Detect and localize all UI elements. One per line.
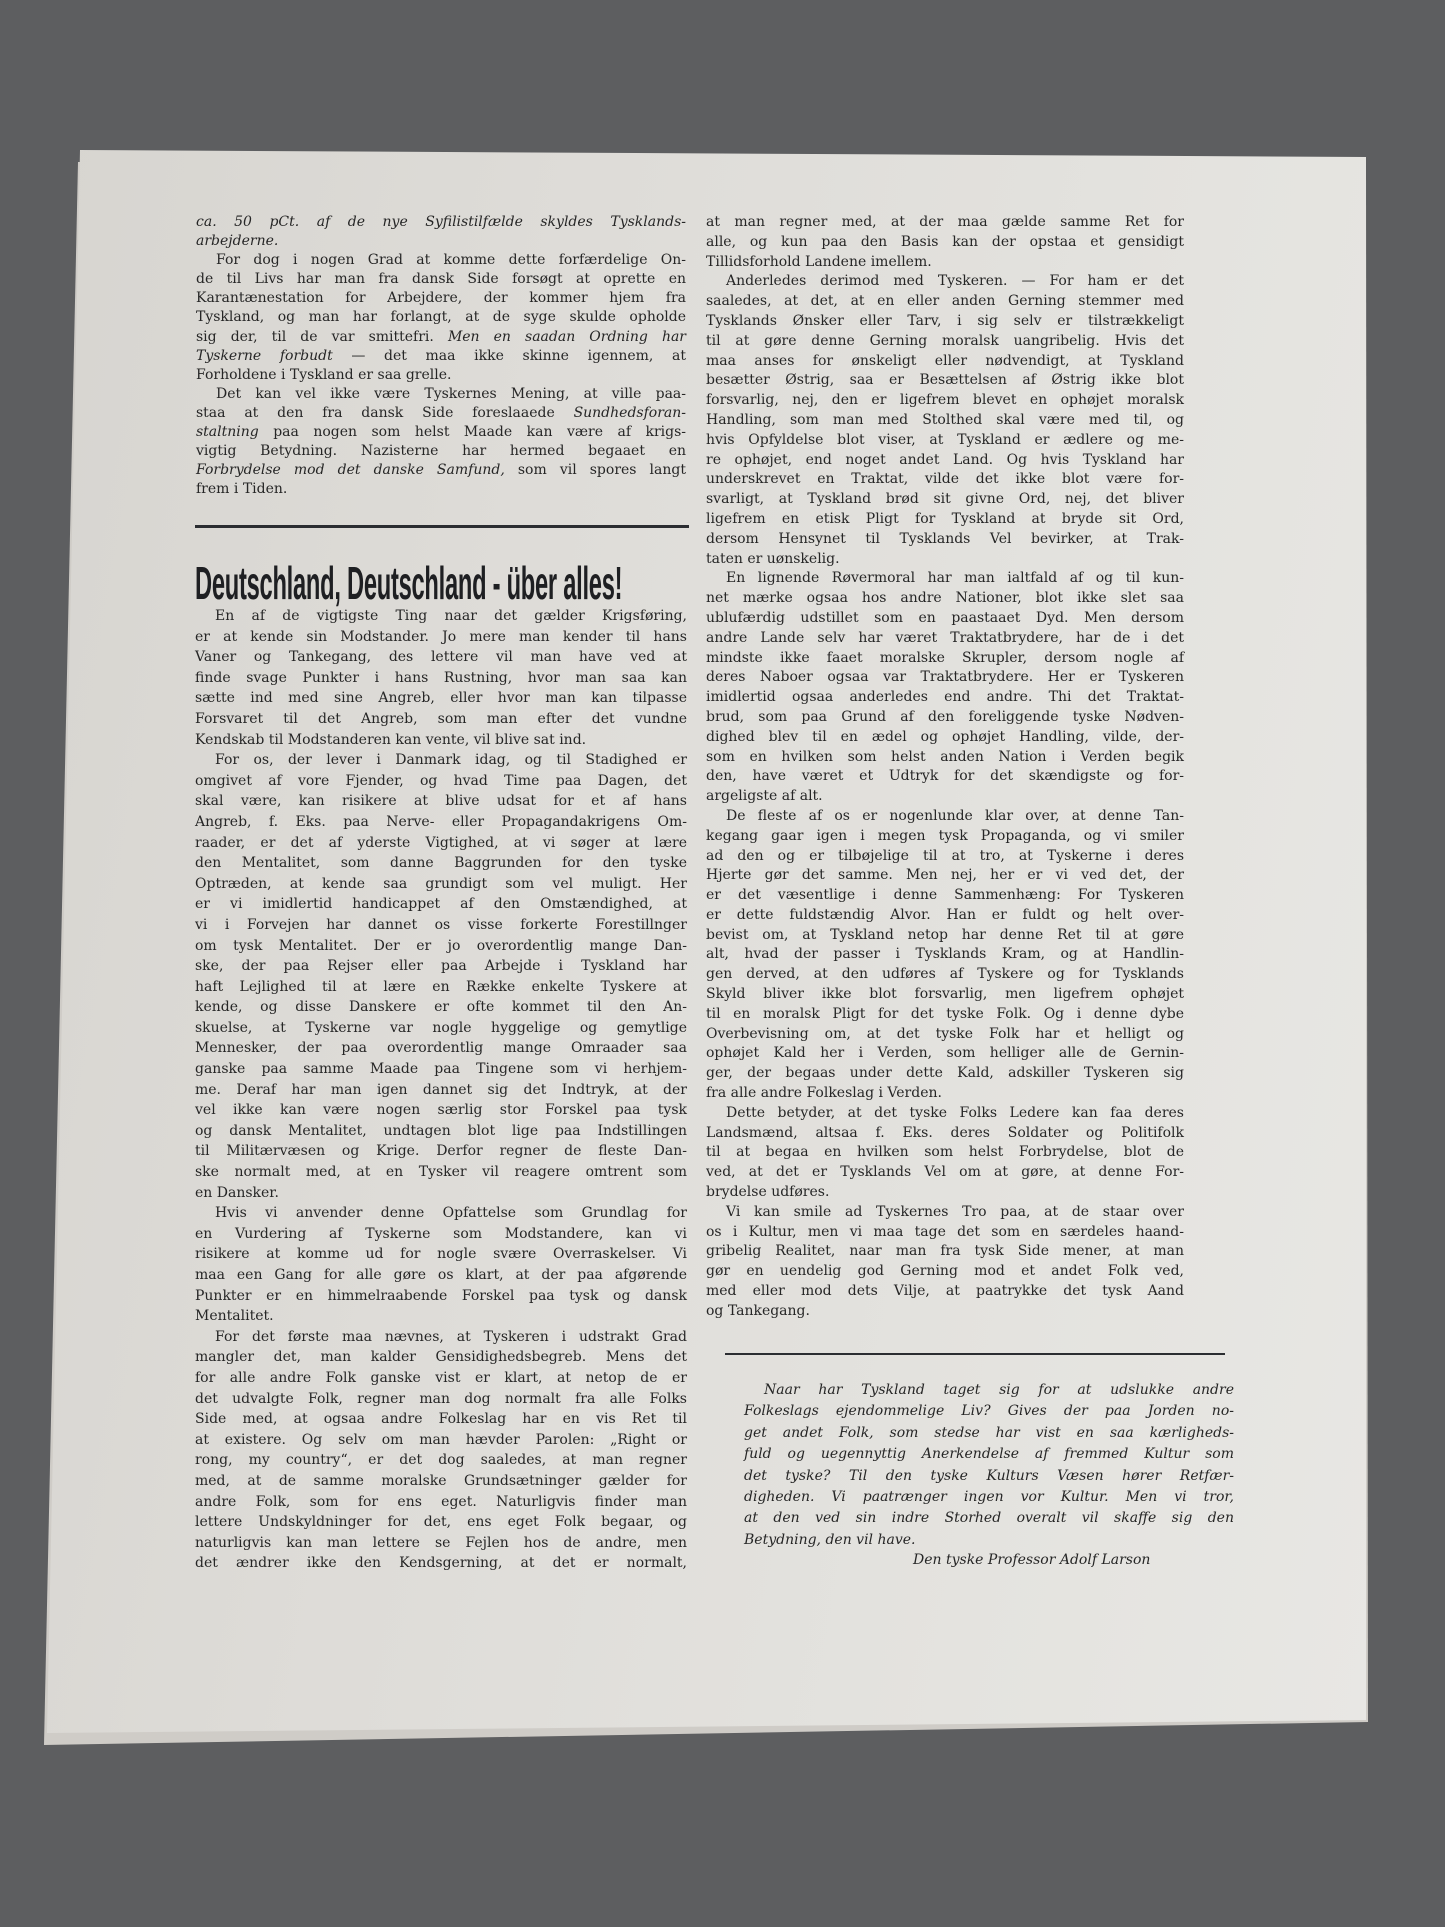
paragraph	[706, 272, 1184, 569]
text: dighed blev til en ædel og ophøjet Handling, vilde, der-	[706, 728, 1184, 745]
text-line	[744, 1444, 1234, 1465]
text: taten er uønskelig.	[706, 550, 840, 567]
text-line	[706, 1242, 1184, 1262]
text: det udvalgte Folk, regner man dog normalt fra alle Folks	[195, 1390, 687, 1407]
text: Side med, at ogsaa andre Folkeslag har en vis Ret til	[195, 1411, 687, 1428]
text-line	[196, 328, 686, 347]
paragraph	[706, 569, 1184, 807]
text-line	[706, 569, 1184, 589]
text-line	[195, 1471, 687, 1492]
text-line	[196, 347, 686, 366]
quote-block	[744, 1380, 1234, 1551]
text: rong, my country“, er det dog saaledes, at man regner	[195, 1452, 687, 1469]
text-line	[195, 1162, 687, 1183]
text-line	[195, 688, 687, 709]
text-line	[196, 232, 686, 251]
text-line	[706, 1084, 1184, 1104]
text: Mennesker, der paa overordentlig mange Omraader saa	[195, 1040, 687, 1057]
text-line	[706, 1064, 1184, 1084]
text-line	[706, 866, 1184, 886]
text: Betydning, den vil have.	[744, 1531, 916, 1548]
text: og Tankegang.	[706, 1302, 810, 1319]
text: til en moralsk Pligt for det tyske Folk. Og i denne dybe	[706, 1005, 1184, 1022]
text: til at begaa en hvilken som helst Forbrydelse, blot de	[706, 1144, 1184, 1161]
text-line	[195, 1141, 687, 1162]
text-line	[706, 312, 1184, 332]
paragraph	[195, 606, 687, 750]
text: til Militærvæsen og Krige. Derfor regner de fleste Dan-	[195, 1143, 687, 1160]
text: For os, der lever i Danmark idag, og til Stadighed er	[215, 752, 687, 769]
text: hvis Opfyldelse blot viser, at Tyskland er ædlere og me-	[706, 431, 1184, 448]
text-line	[706, 767, 1184, 787]
text: vi i Forvejen har dannet os visse forkerte Forestillnger	[195, 916, 687, 933]
text: Tyskland, og man har forlangt, at de syge skulde opholde	[196, 309, 686, 326]
text: andre Folk, som for ens eget. Naturligvis finder man	[195, 1493, 687, 1510]
right-column-article	[706, 213, 1184, 1322]
text: en Dansker.	[195, 1184, 279, 1201]
text-line	[706, 292, 1184, 312]
text-line	[195, 1306, 687, 1327]
text: gør en uendelig god Gerning mod et andet Folk ved,	[706, 1263, 1184, 1280]
paragraph	[196, 213, 686, 251]
text: deres Naboer ogsaa var Traktatbrydere. Her er Tyskeren	[706, 669, 1184, 686]
text-line	[195, 1553, 687, 1574]
text: Anderledes derimod med Tyskeren. — For ham er det	[726, 273, 1184, 290]
text: at den ved sin indre Storhed overalt vil skaffe sig den	[744, 1510, 1234, 1527]
italic-text: arbejderne.	[196, 233, 279, 250]
text: er vi imidlertid handicappet af den Omstændighed, at	[195, 896, 687, 913]
text: omgivet af vore Fjender, og hvad Time paa Dagen, det	[195, 772, 687, 789]
text-line	[195, 606, 687, 627]
text: er det væsentlige i denne Sammenhæng: For Tyskeren	[706, 887, 1184, 904]
text-line	[706, 1124, 1184, 1144]
text-line	[195, 1080, 687, 1101]
text-line	[706, 490, 1184, 510]
text-line	[195, 627, 687, 648]
text-line	[195, 750, 687, 771]
text-line	[195, 1347, 687, 1368]
text-line	[706, 668, 1184, 688]
text: For det første maa nævnes, at Tyskeren i udstrakt Grad	[215, 1328, 687, 1345]
text-line	[195, 1203, 687, 1224]
text-line	[706, 1183, 1184, 1203]
text-line	[706, 1104, 1184, 1124]
text: Skyld bliver ikke blot forsvarlig, men ligefrem ophøjet	[706, 986, 1184, 1003]
text: Dette betyder, at det tyske Folks Ledere kan faa deres	[726, 1104, 1184, 1121]
text-line	[706, 470, 1184, 490]
text-line	[706, 965, 1184, 985]
text-line	[195, 771, 687, 792]
text-line	[706, 431, 1184, 451]
text: digheden. Vi paatrænger ingen vor Kultur. Men vi tror,	[744, 1488, 1234, 1505]
text-line	[195, 915, 687, 936]
text: Punkter er en himmelraabende Forskel paa tysk og dansk	[195, 1287, 687, 1304]
text-line	[706, 807, 1184, 827]
text: fra alle andre Folkeslag i Verden.	[706, 1085, 942, 1102]
text: For dog i nogen Grad at komme dette forfærdelige On-	[216, 252, 686, 269]
text-line	[706, 827, 1184, 847]
text-line	[706, 906, 1184, 926]
italic-text: ca. 50 pCt. af de nye Syfilistilfælde skyldes Tysklands-	[196, 214, 686, 230]
text: Forholdene i Tyskland er saa grelle.	[196, 366, 452, 383]
text-line	[195, 833, 687, 854]
text-line	[195, 956, 687, 977]
text: Naar har Tyskland taget sig for at udslukke andre	[764, 1382, 1234, 1398]
text: Overbevisning om, at det tyske Folk har et helligt og	[706, 1025, 1184, 1042]
text-line	[706, 550, 1184, 570]
text: mangler det, man kalder Gensidighedsbegreb. Mens det	[195, 1349, 687, 1366]
text-line	[706, 411, 1184, 431]
italic-text: Sundhedsforan-	[573, 404, 686, 421]
text-line	[744, 1423, 1234, 1444]
text-line	[706, 272, 1184, 292]
text-line	[195, 1533, 687, 1554]
text: ublufærdig udstillet som en paastaaet Dyd. Men dersom	[706, 609, 1184, 626]
quote-attribution: Den tyske Professor Adolf Larson	[913, 1552, 1151, 1568]
text: for alle andre Folk ganske vist er klart, at netop de er	[195, 1369, 687, 1386]
text: vigtig Betydning. Nazisterne har hermed begaaet en	[196, 443, 686, 460]
text: ganske paa samme Maade paa Tingene som vi herhjem-	[195, 1061, 687, 1078]
text: Mentalitet.	[195, 1308, 274, 1325]
text: staa at den fra dansk Side foreslaaede	[196, 404, 574, 421]
text-line	[195, 812, 687, 833]
paragraph	[195, 750, 687, 1203]
paragraph	[706, 1203, 1184, 1322]
text: imidlertid ogsaa anderledes end andre. Thi det Traktat-	[706, 689, 1184, 706]
text: kegang gaar igen i megen tysk Propaganda, og vi smiler	[706, 827, 1184, 844]
text: maa anses for ønskeligt eller nødvendigt, at Tyskland	[706, 352, 1184, 369]
left-column-article	[195, 606, 687, 1574]
text-line	[196, 308, 686, 327]
text: finde svage Punkter i hans Rustning, hvor man saa kan	[195, 669, 687, 686]
text-line	[744, 1508, 1234, 1529]
text-line	[706, 371, 1184, 391]
text: og dansk Mentalitet, undtagen blot lige paa Indstillingen	[195, 1122, 687, 1139]
text: argeligste af alt.	[706, 788, 823, 805]
text-line	[706, 708, 1184, 728]
text: risikere at komme ud for nogle svære Overraskelser. Vi	[195, 1246, 687, 1263]
text-line	[195, 874, 687, 895]
text: Vaner og Tankegang, des lettere vil man have ved at	[195, 649, 687, 666]
paragraph	[196, 385, 686, 500]
text-line	[195, 997, 687, 1018]
text: En lignende Røvermoral har man ialtfald af og til kun-	[726, 570, 1184, 587]
text: Hvis vi anvender denne Opfattelse som Grundlag for	[215, 1205, 687, 1222]
text-line	[196, 480, 686, 499]
text-line	[195, 1409, 687, 1430]
text-line	[196, 442, 686, 461]
text-line	[744, 1401, 1234, 1422]
text-line	[706, 649, 1184, 669]
paragraph	[195, 1203, 687, 1327]
text: saaledes, at det, at en eller anden Gerning stemmer med	[706, 293, 1184, 310]
paragraph	[706, 807, 1184, 1104]
text-line	[195, 1244, 687, 1265]
text: Handling, som man med Stolthed skal være med til, og	[706, 411, 1184, 428]
text: Tysklands Ønsker eller Tarv, i sig selv er tilstrækkeligt	[706, 312, 1184, 329]
text-line	[744, 1466, 1234, 1487]
text: gribelig Realitet, naar man fra tysk Side mener, at man	[706, 1243, 1184, 1260]
text: haft Lejlighed til at lære en Række enkelte Tyskere at	[195, 978, 687, 995]
text: forsvarlig, nej, den er ligefrem blevet en ophøjet moralsk	[706, 392, 1184, 409]
text-line	[195, 668, 687, 689]
text-line	[195, 1430, 687, 1451]
text-line	[706, 886, 1184, 906]
text-line	[706, 945, 1184, 965]
text-line	[706, 728, 1184, 748]
text: det ændrer ikke den Kendsgerning, at det er normalt,	[195, 1555, 687, 1572]
article-headline: Deutschland, Deutschland - über alles!	[195, 557, 623, 609]
text-line	[706, 1282, 1184, 1302]
text-line	[706, 1163, 1184, 1183]
text-line	[196, 461, 686, 480]
text: ad den og er tilbøjelige til at tro, at Tyskerne i deres	[706, 847, 1184, 864]
text: alt, hvad der passer i Tysklands Kram, og at Handlin-	[706, 946, 1184, 963]
italic-text: Forbrydelse mod det danske Samfund,	[196, 462, 505, 479]
text: er dette fuldstændig Alvor. Han er fuldt og helt over-	[706, 906, 1184, 923]
section-divider-left	[195, 525, 689, 528]
text-line	[706, 1143, 1184, 1163]
text-line	[706, 787, 1184, 807]
paragraph	[706, 1104, 1184, 1203]
text: gen derved, at den udføres af Tyskere og for Tysklands	[706, 966, 1184, 983]
text-line	[706, 589, 1184, 609]
text: at man regner med, at der maa gælde samme Ret for	[706, 214, 1184, 230]
text-line	[195, 853, 687, 874]
text: bevist om, at Tyskland netop har denne Ret til at gøre	[706, 926, 1184, 943]
text-line	[195, 1183, 687, 1204]
text: — det maa ikke skinne igennem, at	[332, 347, 686, 364]
text-line	[706, 510, 1184, 530]
text: ophøjet Kald her i Verden, som helliger alle de Gernin-	[706, 1045, 1184, 1062]
text: andre Lande selv har været Traktatbrydere, har de i det	[706, 629, 1184, 646]
text: svarligt, at Tyskland brød sit givne Ord, nej, det bliver	[706, 491, 1184, 508]
text: Hjerte gør det samme. Men nej, her er vi ved det, der	[706, 867, 1184, 884]
text: at existere. Og selv om man hævder Parolen: „Right or	[195, 1431, 687, 1448]
text: alle, og kun paa den Basis kan der opstaa et gensidigt	[706, 233, 1184, 250]
text-line	[196, 213, 686, 232]
text-line	[744, 1530, 1234, 1551]
text: Forsvaret til det Angreb, som man efter det vundne	[195, 710, 687, 727]
text-line	[195, 1121, 687, 1142]
paragraph	[195, 1327, 687, 1574]
text: Kendskab til Modstanderen kan vente, vil blive sat ind.	[195, 731, 587, 748]
text-line	[706, 609, 1184, 629]
text: ske, der paa Rejser eller paa Arbejde i Tyskland har	[195, 958, 687, 975]
text: Landsmænd, altsaa f. Eks. deres Soldater og Politifolk	[706, 1124, 1184, 1141]
text-line	[196, 270, 686, 289]
text-line	[195, 1389, 687, 1410]
text-line	[744, 1487, 1234, 1508]
text: Det kan vel ikke være Tyskernes Mening, at ville paa-	[216, 385, 686, 402]
paragraph	[196, 251, 686, 385]
text: Optræden, at kende saa grundigt som vel muligt. Her	[195, 875, 687, 892]
text: skuelse, at Tyskerne var nogle hyggelige og gemytlige	[195, 1019, 687, 1036]
text: underskrevet en Traktat, vilde det ikke blot være for-	[706, 471, 1184, 488]
text: kende, og disse Danskere er ofte kommet til den An-	[195, 999, 687, 1016]
text: Tillidsforhold Landene imellem.	[706, 253, 932, 270]
paragraph	[706, 213, 1184, 272]
text: ved, at det er Tysklands Vel om at gøre, at denne For-	[706, 1164, 1184, 1181]
text-line	[195, 1224, 687, 1245]
text-line	[195, 894, 687, 915]
text-line	[195, 1018, 687, 1039]
text-line	[195, 1265, 687, 1286]
text: net mærke ogsaa hos andre Nationer, blot ikke slet saa	[706, 590, 1184, 607]
text: sætte ind med sine Angreb, eller hvor man kan tilpasse	[195, 690, 687, 707]
text-line	[706, 1005, 1184, 1025]
text: frem i Tiden.	[196, 481, 288, 498]
text-line	[195, 977, 687, 998]
text: med, at de samme moralske Grundsætninger gælder for	[195, 1472, 687, 1489]
text: vel ikke kan være nogen særlig stor Forskel paa tysk	[195, 1102, 687, 1119]
paragraph	[744, 1380, 1234, 1551]
text-line	[706, 391, 1184, 411]
text-line	[195, 791, 687, 812]
text-line	[195, 1327, 687, 1348]
text-line	[706, 1044, 1184, 1064]
text: med eller mod dets Vilje, at paatrykke det tysk Aand	[706, 1283, 1184, 1300]
text-line	[196, 404, 686, 423]
text-line	[195, 1368, 687, 1389]
text: ske normalt med, at en Tysker vil reagere omtrent som	[195, 1164, 687, 1181]
text-line	[195, 709, 687, 730]
text: ligefrem en etisk Pligt for Tyskland at bryde sit Ord,	[706, 510, 1184, 527]
text-line	[706, 1223, 1184, 1243]
text: naturligvis kan man lettere se Fejlen hos de andre, men	[195, 1534, 687, 1551]
text-line	[744, 1380, 1234, 1401]
text: fuld og uegennyttig Anerkendelse af fremmed Kultur som	[744, 1446, 1234, 1463]
text-line	[195, 647, 687, 668]
text-line	[195, 1286, 687, 1307]
italic-text: staltning	[196, 424, 259, 441]
text-line	[706, 530, 1184, 550]
text: besætter Østrig, saa er Besættelsen af Østrig ikke blot	[706, 372, 1184, 389]
italic-text: Tyskerne forbudt	[196, 347, 333, 364]
text-line	[195, 730, 687, 751]
text-line	[706, 1262, 1184, 1282]
text: get andet Folk, som stedse har vist en saa kærligheds-	[744, 1424, 1234, 1441]
text: mindste ikke faaet moralske Skrupler, dersom nogle af	[706, 649, 1184, 666]
text: dersom Hensynet til Tysklands Vel bevirker, at Trak-	[706, 530, 1184, 547]
text: til at gøre denne Gerning moralsk uangribelig. Hvis det	[706, 332, 1184, 349]
text: den Mentalitet, som danne Baggrunden for den tyske	[195, 855, 687, 872]
text-line	[196, 251, 686, 270]
text: ger, der begaas under dette Kald, adskiller Tyskeren sig	[706, 1065, 1184, 1082]
text-line	[706, 847, 1184, 867]
text: en Vurdering af Tyskerne som Modstandere, kan vi	[195, 1225, 687, 1242]
text: sig der, til de var smittefri.	[196, 328, 448, 345]
text-line	[706, 1302, 1184, 1322]
text-line	[196, 366, 686, 385]
text-line	[195, 1059, 687, 1080]
text: det tyske? Til den tyske Kulturs Væsen hører Retfær-	[744, 1467, 1234, 1484]
text: re ophøjet, end noget andet Land. Og hvis Tyskland har	[706, 451, 1184, 468]
text: brud, som paa Grund af den foreliggende tyske Nødven-	[706, 708, 1184, 725]
text: raader, er det af yderste Vigtighed, at vi søger at lære	[195, 834, 687, 851]
text-line	[706, 985, 1184, 1005]
text-line	[706, 233, 1184, 253]
text: de til Livs har man fra dansk Side forsøgt at oprette en	[196, 271, 686, 288]
text: som en hvilken som helst anden Nation i Verden begik	[706, 748, 1184, 765]
text-line	[706, 253, 1184, 273]
left-column-intro	[196, 213, 686, 499]
text: En af de vigtigste Ting naar det gælder Krigsføring,	[215, 608, 687, 624]
text-line	[195, 1512, 687, 1533]
text-line	[196, 385, 686, 404]
italic-text: Men en saadan Ordning har	[447, 328, 687, 345]
text: Karantænestation for Arbejdere, der kommer hjem fra	[196, 290, 686, 307]
text: De fleste af os er nogenlunde klar over, at denne Tan-	[726, 807, 1184, 824]
text: maa een Gang for alle gøre os klart, at der paa afgørende	[195, 1267, 687, 1283]
text: er at kende sin Modstander. Jo mere man kender til hans	[195, 628, 687, 645]
text-line	[706, 1203, 1184, 1223]
text: Folkeslags ejendommelige Liv? Gives der paa Jorden no-	[744, 1403, 1234, 1420]
text-line	[706, 451, 1184, 471]
text-line	[706, 332, 1184, 352]
text-line	[706, 1025, 1184, 1045]
text-line	[706, 629, 1184, 649]
text-line	[706, 213, 1184, 233]
text-line	[706, 688, 1184, 708]
text-line	[195, 936, 687, 957]
text: som vil spores langt	[504, 462, 686, 479]
section-divider-right	[725, 1353, 1225, 1355]
text: lettere Undskyldninger for det, ens eget Folk begaar, og	[195, 1514, 687, 1531]
text: om tysk Mentalitet. Der er jo overordentlig mange Dan-	[195, 937, 687, 954]
text-line	[706, 926, 1184, 946]
text: den, have været et Udtryk for det skændigste og for-	[706, 768, 1184, 785]
text-line	[196, 423, 686, 442]
text: paa nogen som helst Maade kan være af krigs-	[258, 424, 686, 441]
text: Angreb, f. Eks. paa Nerve- eller Propagandakrigens Om-	[195, 813, 687, 830]
text: Vi kan smile ad Tyskernes Tro paa, at de staar over	[726, 1203, 1184, 1220]
text-line	[706, 748, 1184, 768]
text-line	[706, 352, 1184, 372]
text-line	[195, 1450, 687, 1471]
text: os i Kultur, men vi maa tage det som en særdeles haand-	[706, 1223, 1184, 1240]
text-line	[195, 1038, 687, 1059]
text: me. Deraf har man igen dannet sig det Indtryk, at der	[195, 1081, 687, 1098]
text-line	[195, 1492, 687, 1513]
text-line	[195, 1100, 687, 1121]
text: skal være, kan risikere at blive udsat for et af hans	[195, 793, 687, 810]
text: brydelse udføres.	[706, 1184, 830, 1201]
text-line	[196, 289, 686, 308]
